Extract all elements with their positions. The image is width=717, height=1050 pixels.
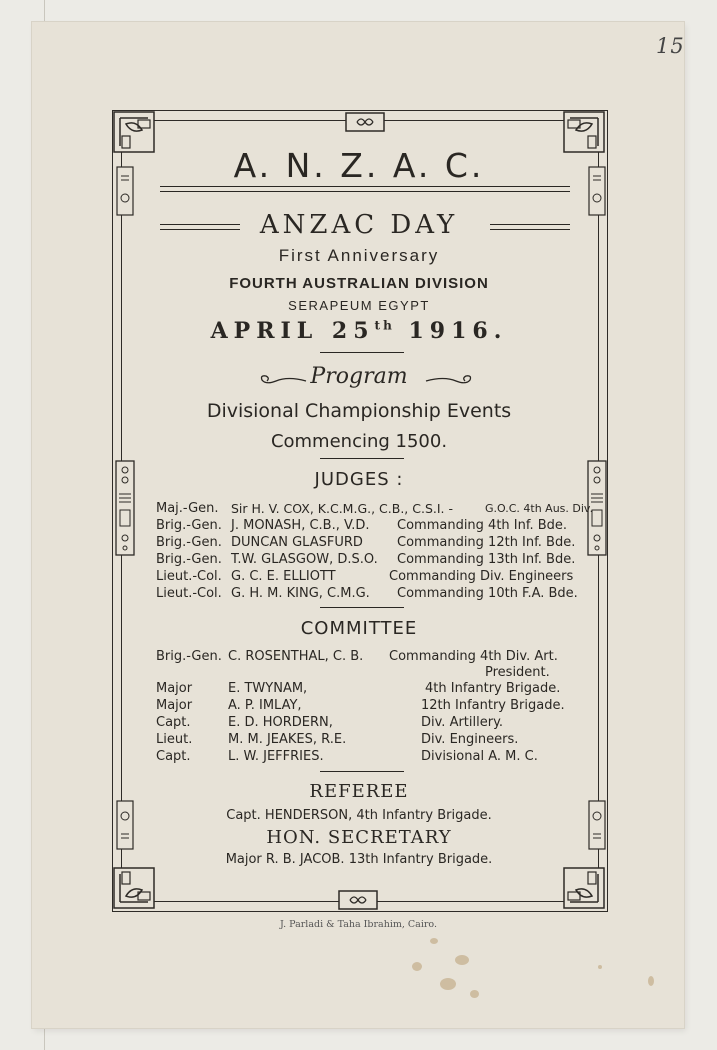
events-line: Divisional Championship Events	[206, 400, 512, 422]
anniversary-subtitle: First Anniversary	[278, 246, 440, 265]
stain	[455, 955, 469, 965]
judge-role: Commanding 12th Inf. Bde.	[397, 535, 576, 550]
judge-role: Commanding Div. Engineers	[389, 569, 574, 584]
judge-name: T.W. GLASGOW, D.S.O.	[231, 552, 378, 567]
referee-heading: REFEREE	[309, 781, 409, 802]
title-double-rule	[160, 186, 570, 192]
judge-name: G. H. M. KING, C.M.G.	[231, 586, 370, 601]
president-title: President.	[485, 665, 550, 680]
divider-rule	[320, 458, 404, 459]
stain	[440, 978, 456, 990]
judge-rank: Brig.-Gen.	[156, 535, 222, 550]
stain	[430, 938, 438, 944]
printer-credit: J. Parladi & Taha Ibrahim, Cairo.	[280, 919, 437, 930]
flourish-right-icon	[424, 372, 474, 386]
committee-rank: Major	[156, 681, 193, 696]
president-name: C. ROSENTHAL, C. B.	[228, 649, 364, 664]
president-role: Commanding 4th Div. Art.	[389, 649, 558, 664]
president-rank: Brig.-Gen.	[156, 649, 222, 664]
committee-name: L. W. JEFFRIES.	[228, 749, 324, 764]
committee-unit: Div. Engineers.	[421, 732, 519, 747]
committee-rank: Lieut.	[156, 732, 193, 747]
committee-unit: Divisional A. M. C.	[421, 749, 538, 764]
referee-line: Capt. HENDERSON, 4th Infantry Brigade.	[226, 808, 492, 823]
hon-secretary-heading: HON. SECRETARY	[266, 827, 452, 848]
corner-ornament-icon	[562, 866, 606, 910]
judge-rank: Lieut.-Col.	[156, 569, 222, 584]
folio-number: 15	[656, 34, 685, 58]
center-ornament-icon	[345, 112, 385, 132]
committee-name: M. M. JEAKES, R.E.	[228, 732, 347, 747]
committee-name: A. P. IMLAY,	[228, 698, 302, 713]
divider-rule	[320, 352, 404, 353]
event-date	[121, 318, 597, 344]
judge-name: Sir H. V. COX, K.C.M.G., C.B., C.S.I. -	[231, 501, 453, 516]
divider-rule	[320, 771, 404, 772]
program-heading: Program	[310, 364, 408, 389]
judge-rank: Brig.-Gen.	[156, 518, 222, 533]
judge-rank: Lieut.-Col.	[156, 586, 222, 601]
committee-name: E. TWYNAM,	[228, 681, 308, 696]
committee-heading: COMMITTEE	[300, 618, 418, 639]
committee-unit: 12th Infantry Brigade.	[421, 698, 565, 713]
location: SERAPEUM EGYPT	[288, 298, 430, 313]
date-suffix: th	[374, 318, 395, 333]
stain	[412, 962, 422, 971]
committee-unit: 4th Infantry Brigade.	[425, 681, 561, 696]
center-ornament-icon	[338, 890, 378, 910]
heading-rule-right	[490, 224, 570, 230]
judge-role: G.O.C. 4th Aus. Div.	[485, 502, 594, 515]
committee-unit: Div. Artillery.	[421, 715, 504, 730]
judge-role: Commanding 4th Inf. Bde.	[397, 518, 568, 533]
event-title: ANZAC DAY	[259, 210, 459, 240]
judge-name: DUNCAN GLASFURD	[231, 535, 363, 550]
stain	[648, 976, 654, 986]
hon-secretary-line: Major R. B. JACOB. 13th Infantry Brigade.	[225, 852, 493, 867]
judge-rank: Brig.-Gen.	[156, 552, 222, 567]
date-main: APRIL 25	[210, 318, 375, 344]
committee-rank: Capt.	[156, 749, 191, 764]
committee-rank: Major	[156, 698, 193, 713]
corner-ornament-icon	[112, 866, 156, 910]
date-year: 1916.	[408, 318, 508, 344]
judges-heading: JUDGES :	[314, 469, 404, 490]
division-name: FOURTH AUSTRALIAN DIVISION	[229, 275, 489, 292]
divider-rule	[320, 607, 404, 608]
stain	[598, 965, 602, 969]
judge-role: Commanding 10th F.A. Bde.	[397, 586, 578, 601]
committee-rank: Capt.	[156, 715, 191, 730]
commencing-line: Commencing 1500.	[270, 431, 448, 452]
judge-role: Commanding 13th Inf. Bde.	[397, 552, 576, 567]
judge-rank: Maj.-Gen.	[156, 501, 219, 516]
judge-name: G. C. E. ELLIOTT	[231, 569, 336, 584]
page-title: A. N. Z. A. C.	[233, 146, 485, 185]
judge-name: J. MONASH, C.B., V.D.	[231, 518, 370, 533]
committee-name: E. D. HORDERN,	[228, 715, 333, 730]
stain	[470, 990, 479, 998]
